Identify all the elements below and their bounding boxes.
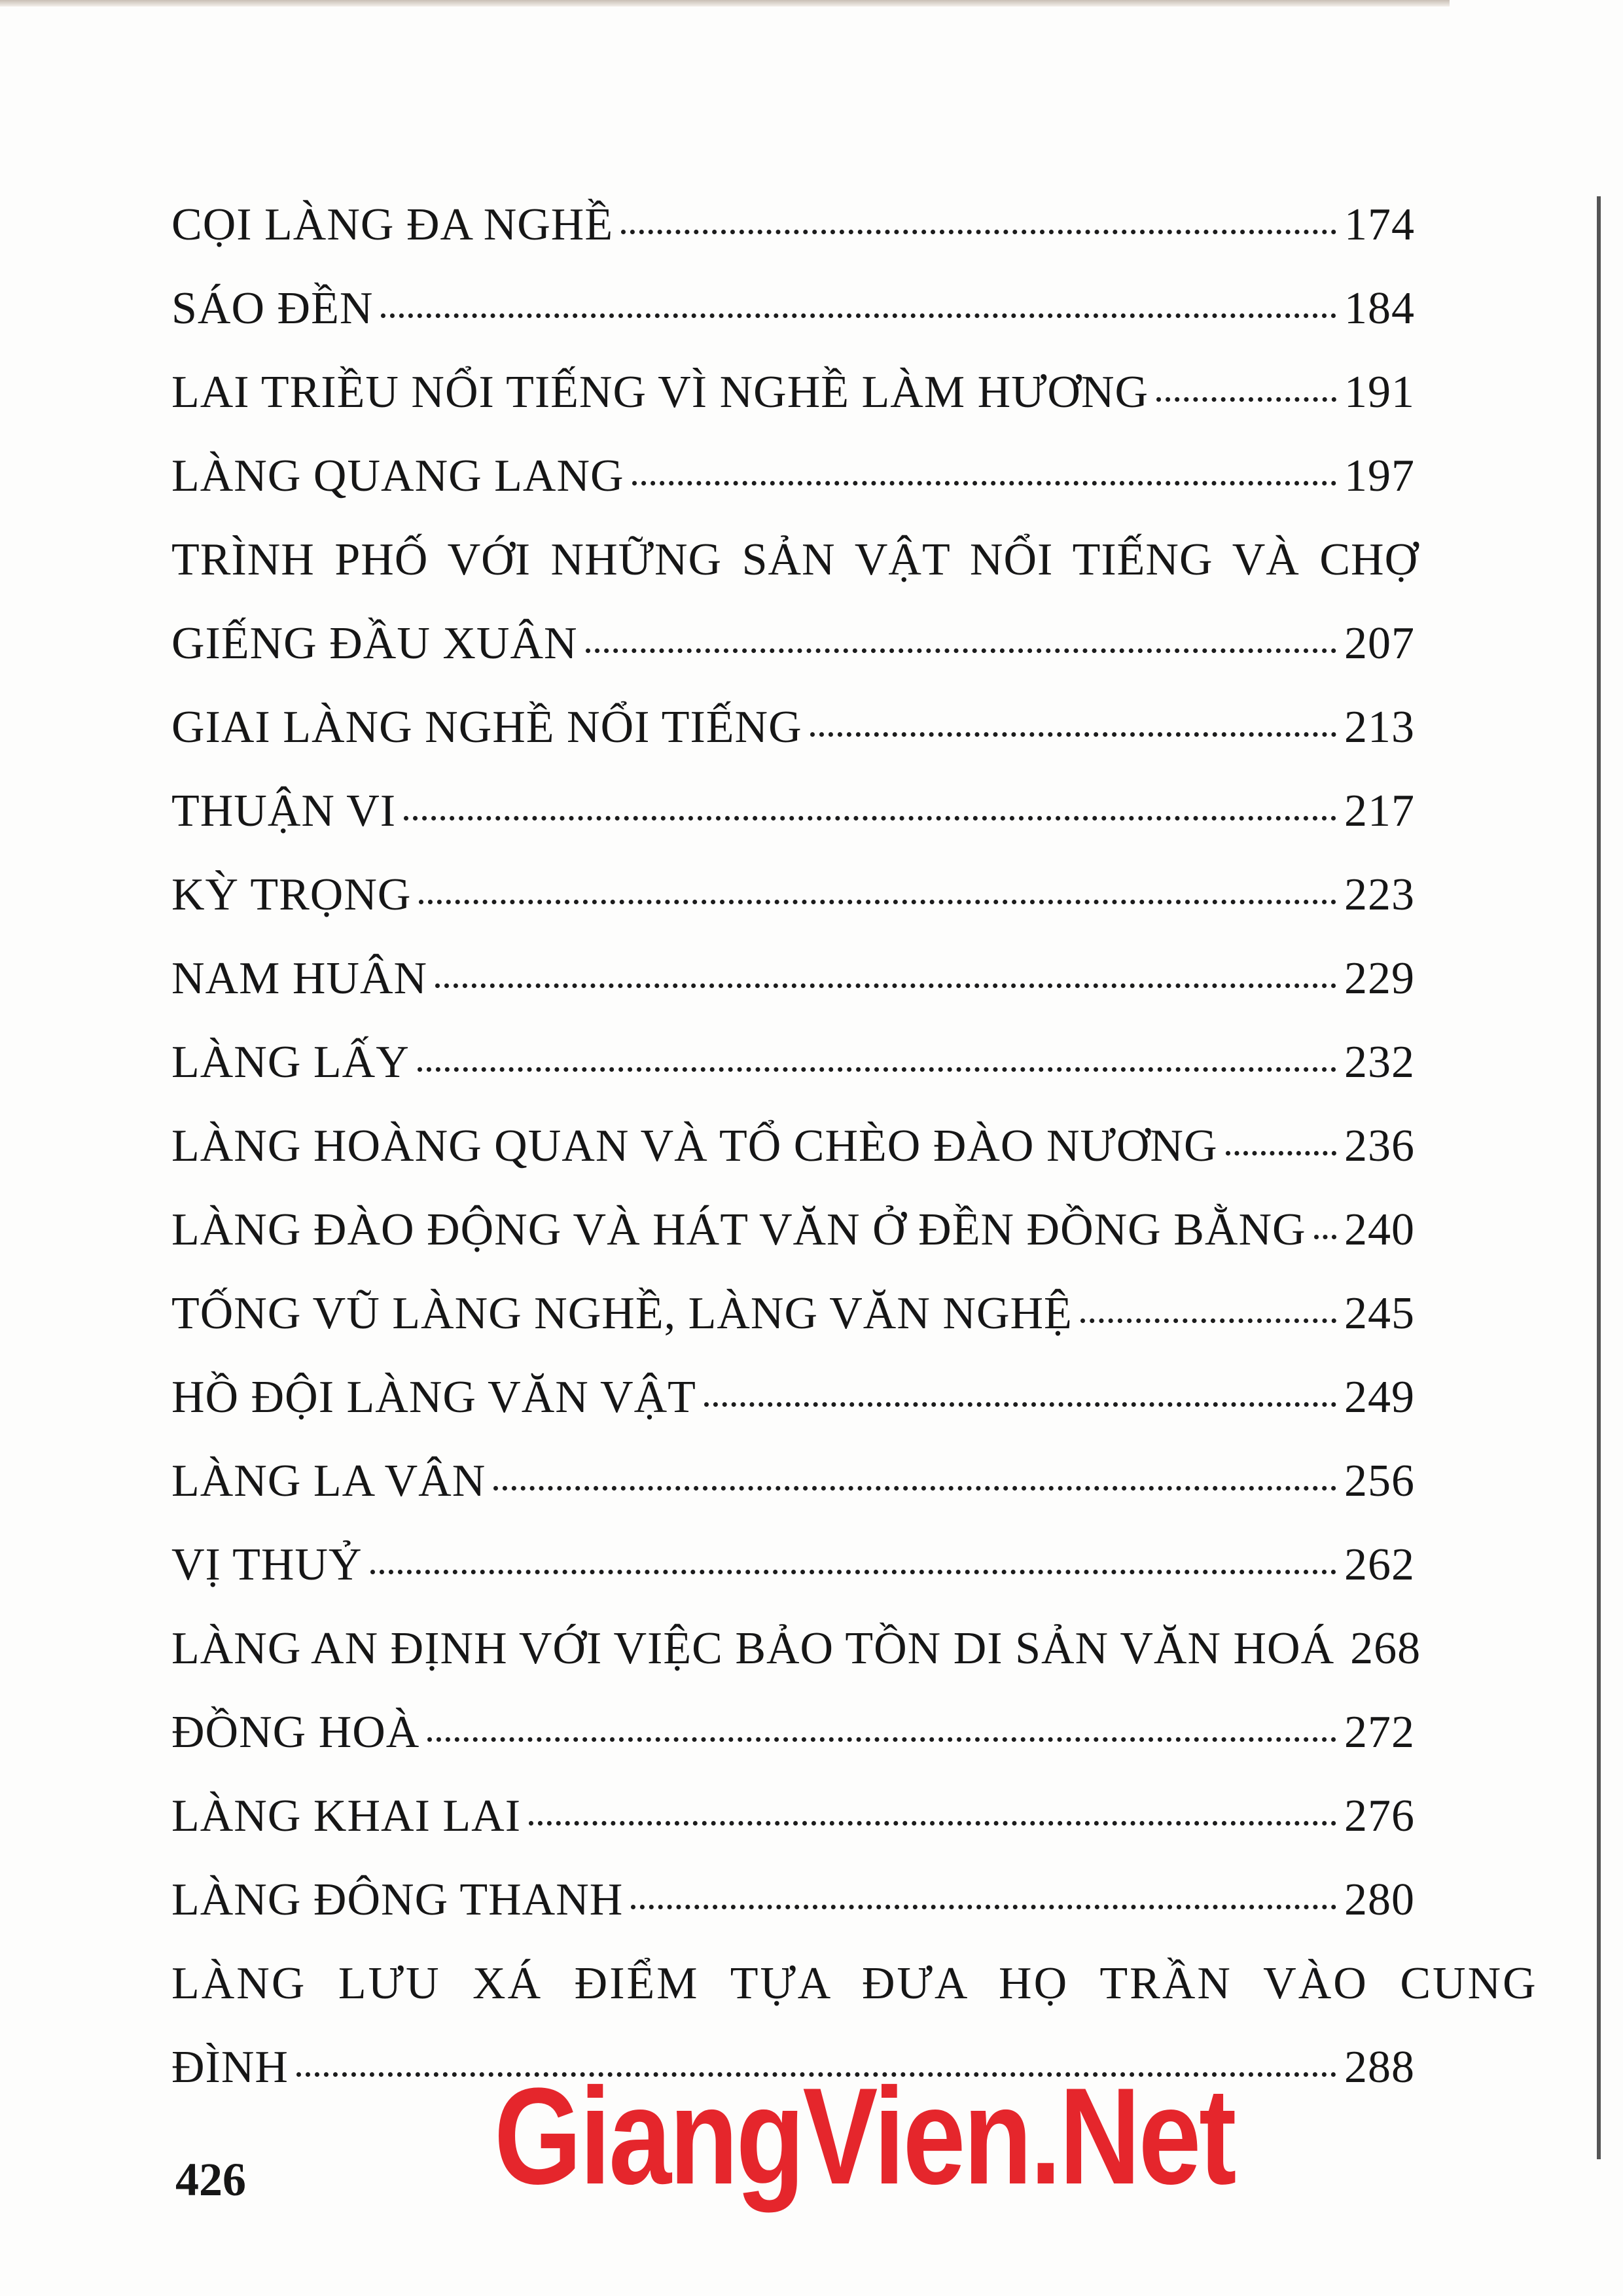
toc-leader-dots [493,1486,1336,1491]
toc-entry-title: KỲ TRỌNG [171,870,412,920]
toc-leader-dots [704,1402,1336,1407]
toc-entry-title: THUẬN VI [171,786,397,836]
toc-entry[interactable] [171,1691,1415,1775]
toc-entry-page: 268 [1350,1623,1421,1674]
toc-entry-title: TỐNG VŨ LÀNG NGHỀ, LÀNG VĂN NGHỆ [171,1288,1073,1339]
toc-entry-title: CỌI LÀNG ĐA NGHỀ [171,200,614,250]
toc-entry[interactable] [171,1104,1415,1188]
toc-entry[interactable] [171,183,1415,267]
toc-entry-page: 262 [1344,1540,1415,1590]
toc-entry[interactable] [171,853,1415,937]
toc-entry[interactable] [171,1607,1421,1691]
toc-entry-page: 288 [1344,2042,1415,2093]
toc-entry-page: 240 [1344,1205,1415,1255]
toc-entry-page: 223 [1344,870,1415,920]
page-edge-right [1597,196,1601,2159]
toc-entry-title: LÀNG QUANG LANG [171,451,624,501]
toc-leader-dots [1080,1318,1336,1323]
toc-leader-dots [586,648,1336,653]
toc-entry-title: ĐỒNG HOÀ [171,1707,420,1757]
toc-entry-page: 174 [1344,200,1415,250]
toc-entry[interactable] [171,686,1415,769]
toc-entry-title: LÀNG LẤY [171,1037,410,1087]
toc-entry-title: NAM HUÂN [171,953,428,1004]
toc-leader-dots [631,1905,1336,1909]
toc-entry[interactable] [171,1523,1415,1607]
toc-entry-page: 197 [1344,451,1415,501]
toc-entry-page: 256 [1344,1456,1415,1506]
toc-entry-title: GIẾNG ĐẦU XUÂN [171,618,578,669]
toc-entry-page: 249 [1344,1372,1415,1422]
toc-entry[interactable] [171,937,1415,1021]
toc-entry-page: 217 [1344,786,1415,836]
toc-entry-title: LÀNG ĐÔNG THANH [171,1875,624,1925]
toc-entry[interactable] [171,1021,1415,1104]
toc-entry-title: SÁO ĐỀN [171,283,374,334]
toc-entry-page: 236 [1344,1121,1415,1171]
toc-entry-title: HỒ ĐỘI LÀNG VĂN VẬT [171,1372,696,1422]
toc-leader-dots [529,1821,1336,1826]
toc-entry[interactable] [171,434,1415,518]
toc-entry-page: 184 [1344,283,1415,334]
page-number: 426 [175,2153,246,2206]
toc-entry-title: GIAI LÀNG NGHỀ NỔI TIẾNG [171,702,802,752]
toc-entry[interactable] [171,1188,1415,1272]
toc-entry-title: LÀNG LƯU XÁ ĐIỂM TỰA ĐƯA HỌ TRẦN VÀO CUNG [171,1958,1538,2009]
toc-entry-first-line[interactable] [171,1942,1538,2026]
toc-entry-page: 272 [1344,1707,1415,1757]
toc-entry[interactable] [171,1356,1415,1439]
toc-entry-page: 213 [1344,702,1415,752]
toc-leader-dots [1226,1151,1337,1156]
page-edge-top [0,0,1450,7]
toc-entry-page: 232 [1344,1037,1415,1087]
toc-entry-title: VỊ THUỶ [171,1540,363,1590]
toc-leader-dots [427,1737,1336,1742]
toc-entry-title: LÀNG ĐÀO ĐỘNG VÀ HÁT VĂN Ở ĐỀN ĐỒNG BẰNG [171,1205,1306,1255]
toc-entry-page: 245 [1344,1288,1415,1339]
toc-leader-dots [621,230,1336,234]
toc-entry-first-line[interactable] [171,518,1419,602]
toc-entry[interactable] [171,267,1415,351]
toc-leader-dots [435,983,1336,988]
toc-entry[interactable] [171,1439,1415,1523]
toc-entry-title: LÀNG KHAI LAI [171,1791,522,1841]
toc-leader-dots [381,313,1336,318]
toc-entry-title: LÀNG HOÀNG QUAN VÀ TỔ CHÈO ĐÀO NƯƠNG [171,1121,1218,1171]
toc-entry-page: 207 [1344,618,1415,669]
toc-leader-dots [370,1570,1336,1574]
toc-entry[interactable] [171,351,1415,434]
watermark-logo: GiangVien.Net [494,2059,1235,2213]
toc-leader-dots [404,816,1336,821]
toc-entry[interactable] [171,1272,1415,1356]
toc-entry-page: 191 [1344,367,1415,417]
toc-entry[interactable] [171,602,1415,686]
toc-leader-dots [1156,397,1336,402]
toc-entry[interactable] [171,769,1415,853]
toc-leader-dots [419,900,1336,904]
toc-leader-dots [632,481,1336,486]
toc-entry[interactable] [171,1858,1415,1942]
toc-entry-title: LÀNG LA VÂN [171,1456,486,1506]
toc-leader-dots [1314,1235,1336,1239]
toc-entry-title: LÀNG AN ĐỊNH VỚI VIỆC BẢO TỒN DI SẢN VĂN HOÁ [171,1623,1335,1674]
toc-entry-page: 280 [1344,1875,1415,1925]
toc-entry[interactable] [171,1775,1415,1858]
table-of-contents [171,183,1538,2110]
toc-leader-dots [810,732,1336,737]
toc-entry-page: 276 [1344,1791,1415,1841]
toc-entry-title: ĐÌNH [171,2042,289,2093]
toc-entry-title: TRÌNH PHỐ VỚI NHỮNG SẢN VẬT NỔI TIẾNG VÀ CHỢ [171,535,1419,585]
toc-leader-dots [418,1067,1336,1072]
toc-entry-page: 229 [1344,953,1415,1004]
toc-entry-title: LAI TRIỀU NỔI TIẾNG VÌ NGHỀ LÀM HƯƠNG [171,367,1149,417]
